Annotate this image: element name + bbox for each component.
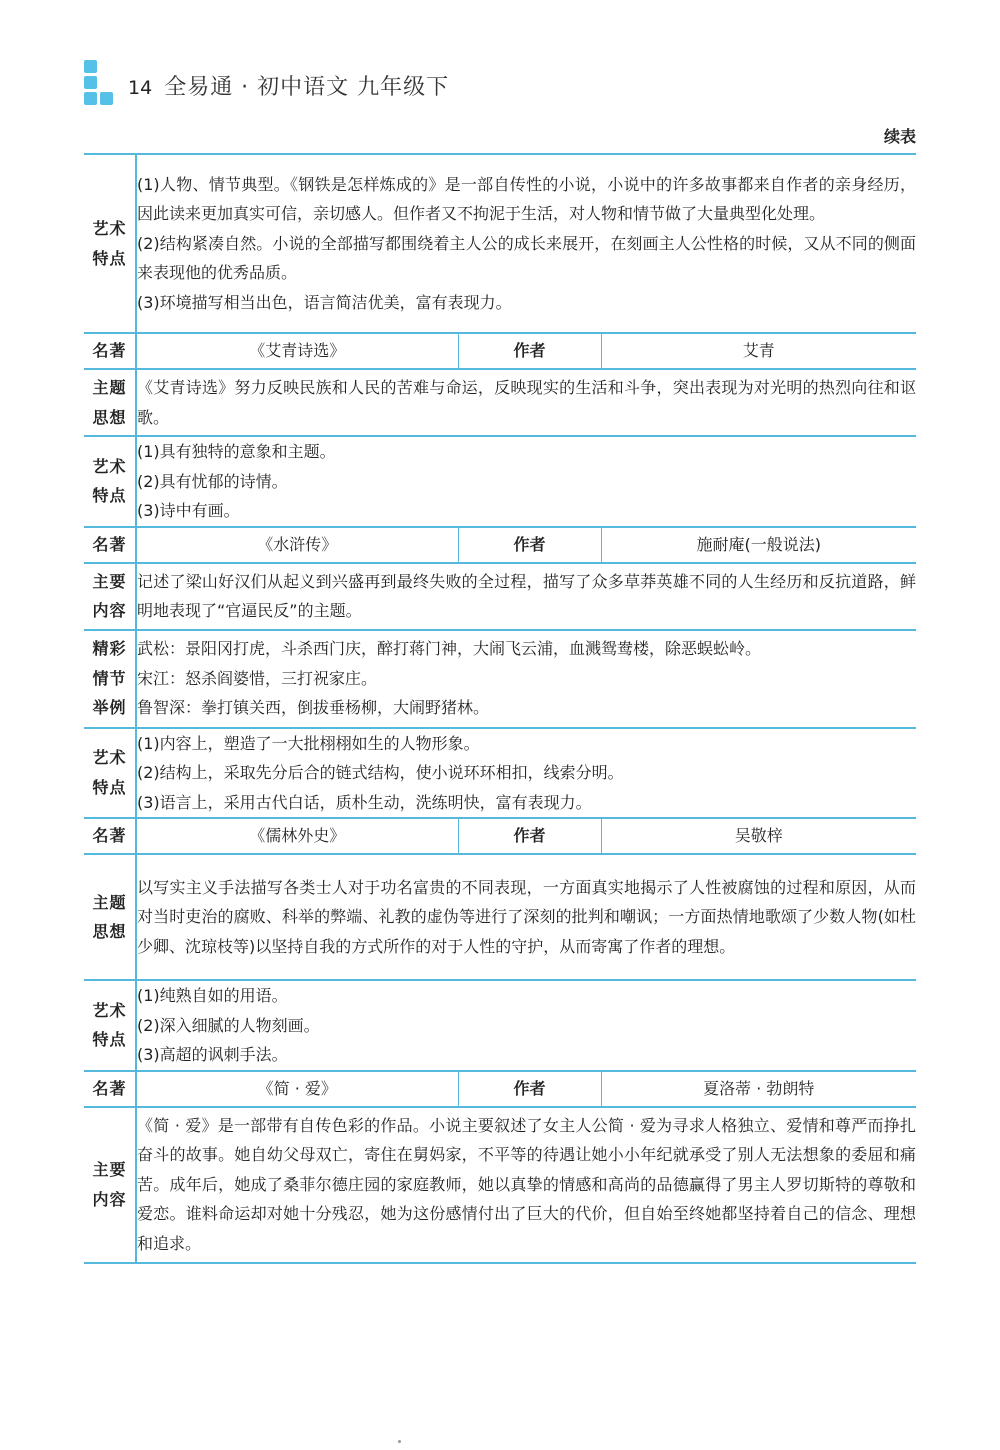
author-cell: 吴敬梓 bbox=[601, 818, 916, 854]
continued-label: 续表 bbox=[883, 127, 916, 146]
row-label-content bbox=[84, 1107, 136, 1263]
list-item: 鲁智深：拳打镇关西，倒拔垂杨柳，大闹野猪林。 bbox=[137, 698, 490, 718]
art-features-cell bbox=[136, 154, 916, 333]
row-label-content bbox=[84, 563, 136, 630]
label-text: 特点 bbox=[92, 1030, 127, 1050]
list-item: (1)人物、情节典型。《钢铁是怎样炼成的》是一部自传性的小说，小说中的许多故事都来自作者的亲身经历，因此读来更加真实可信，亲切感人。但作者又不拘泥于生活，对人物和情节做了大量典型化处理。 bbox=[137, 174, 917, 224]
author-cell: 艾青 bbox=[601, 333, 916, 369]
author-label-cell: 作者 bbox=[458, 333, 601, 369]
label-text: 特点 bbox=[92, 248, 127, 268]
author-label-cell: 作者 bbox=[458, 527, 601, 563]
author-label-cell: 作者 bbox=[458, 1071, 601, 1107]
table-row bbox=[84, 630, 916, 728]
label-text: 主题 bbox=[92, 378, 127, 397]
list-item: (1)具有独特的意象和主题。 bbox=[137, 442, 336, 461]
list-item: (3)高超的讽刺手法。 bbox=[137, 1045, 288, 1064]
row-label-name: 名著 bbox=[84, 527, 136, 563]
plot-cell bbox=[136, 630, 916, 728]
label-text: 思想 bbox=[92, 922, 127, 941]
row-label-art bbox=[84, 728, 136, 819]
row-label-art bbox=[84, 436, 136, 527]
art-features-cell bbox=[136, 728, 916, 819]
row-label-art bbox=[84, 980, 136, 1071]
label-text: 特点 bbox=[92, 486, 127, 506]
table-row bbox=[84, 154, 916, 333]
row-label-theme bbox=[84, 369, 136, 436]
table-row bbox=[84, 1071, 916, 1107]
label-text: 主题 bbox=[92, 892, 127, 912]
table-row bbox=[84, 563, 916, 630]
row-label-name: 名著 bbox=[84, 818, 136, 854]
label-text: 精彩 bbox=[92, 639, 127, 659]
table-row bbox=[84, 1107, 916, 1263]
label-text: 举例 bbox=[92, 698, 127, 718]
list-item: (2)结构上，采取先分后合的链式结构，使小说环环相扣，线索分明。 bbox=[137, 763, 624, 782]
label-text: 艺术 bbox=[92, 219, 127, 238]
book-title-cell: 《水浒传》 bbox=[136, 527, 458, 563]
list-item: (2)结构紧凑自然。小说的全部描写都围绕着主人公的成长来展开，在刻画主人公性格的时候，又从不同的侧面来表现他的优秀品质。 bbox=[137, 233, 917, 283]
list-item: (1)内容上，塑造了一大批栩栩如生的人物形象。 bbox=[137, 733, 480, 753]
page-number: 14 bbox=[128, 77, 153, 99]
content-cell: 记述了梁山好汉们从起义到兴盛再到最终失败的全过程，描写了众多草莽英雄不同的人生经历和反抗道路，鲜明地表现了“官逼民反”的主题。 bbox=[136, 563, 916, 630]
label-text: 主要 bbox=[92, 571, 127, 591]
row-label-theme bbox=[84, 854, 136, 980]
book-title: 全易通 · 初中语文 九年级下 bbox=[164, 75, 450, 100]
list-item: (3)语言上，采用古代白话，质朴生动，洗练明快，富有表现力。 bbox=[137, 792, 592, 812]
label-text: 艺术 bbox=[92, 748, 127, 768]
label-text: 情节 bbox=[92, 668, 127, 688]
book-title-cell: 《儒林外史》 bbox=[136, 818, 458, 854]
theme-cell: 以写实主义手法描写各类士人对于功名富贵的不同表现，一方面真实地揭示了人性被腐蚀的过程和原因，从而对当时吏治的腐败、科举的弊端、礼教的虚伪等进行了深刻的批判和嘲讽；一方面热情地歌颂了少数人物(如杜少卿、沈琼枝等)以坚持自我的方式所作的对于人性的守护，从而寄寓了作者的理想。 bbox=[136, 854, 916, 980]
table-row bbox=[84, 854, 916, 980]
author-cell: 施耐庵(一般说法) bbox=[601, 527, 916, 563]
author-label-cell: 作者 bbox=[458, 818, 601, 854]
theme-cell: 《艾青诗选》努力反映民族和人民的苦难与命运，反映现实的生活和斗争，突出表现为对光明的热烈向往和讴歌。 bbox=[136, 369, 916, 436]
book-title-cell: 《艾青诗选》 bbox=[136, 333, 458, 369]
row-label-art bbox=[84, 154, 136, 333]
label-text: 艺术 bbox=[92, 456, 127, 476]
label-text: 特点 bbox=[92, 777, 127, 797]
list-item: (3)环境描写相当出色，语言简洁优美，富有表现力。 bbox=[137, 292, 512, 312]
page-header bbox=[128, 70, 449, 106]
brand-logo bbox=[84, 60, 120, 112]
label-text: 艺术 bbox=[92, 1000, 127, 1020]
label-text: 内容 bbox=[92, 601, 127, 620]
label-text: 主要 bbox=[92, 1160, 127, 1179]
table-row bbox=[84, 333, 916, 369]
label-text: 内容 bbox=[92, 1189, 127, 1209]
footer-dot bbox=[398, 1440, 401, 1443]
row-label-name: 名著 bbox=[84, 1071, 136, 1107]
list-item: (2)具有忧郁的诗情。 bbox=[137, 471, 288, 491]
label-text: 思想 bbox=[92, 407, 127, 427]
table-row bbox=[84, 369, 916, 436]
literature-table bbox=[84, 153, 916, 1264]
list-item: 武松：景阳冈打虎，斗杀西门庆，醉打蒋门神，大闹飞云浦，血溅鸳鸯楼，除恶蜈蚣岭。 bbox=[137, 639, 762, 659]
list-item: (1)纯熟自如的用语。 bbox=[137, 986, 288, 1005]
list-item: (2)深入细腻的人物刻画。 bbox=[137, 1015, 320, 1035]
art-features-cell bbox=[136, 980, 916, 1071]
art-features-cell bbox=[136, 436, 916, 527]
table-row bbox=[84, 818, 916, 854]
list-item: 宋江：怒杀阎婆惜，三打祝家庄。 bbox=[137, 668, 378, 688]
row-label-name: 名著 bbox=[84, 333, 136, 369]
row-label-plot bbox=[84, 630, 136, 728]
table-row bbox=[84, 527, 916, 563]
table-row bbox=[84, 980, 916, 1071]
table-row bbox=[84, 436, 916, 527]
content-cell: 《简 · 爱》是一部带有自传色彩的作品。小说主要叙述了女主人公简 · 爱为寻求人格独立、爱情和尊严而挣扎奋斗的故事。她自幼父母双亡，寄住在舅妈家，不平等的待遇让她小小年纪就承受了别人无法想象的委屈和痛苦。成年后，她成了桑菲尔德庄园的家庭教师，她以真挚的情感和高尚的品德赢得了男主人罗切斯特的尊敬和爱恋。谁料命运却对她十分残忍，她为这份感情付出了巨大的代价，但自始至终她都坚持着自己的信念、理想和追求。 bbox=[136, 1107, 916, 1263]
list-item: (3)诗中有画。 bbox=[137, 501, 240, 520]
table-row bbox=[84, 728, 916, 819]
book-title-cell: 《简 · 爱》 bbox=[136, 1071, 458, 1107]
author-cell: 夏洛蒂 · 勃朗特 bbox=[601, 1071, 916, 1107]
